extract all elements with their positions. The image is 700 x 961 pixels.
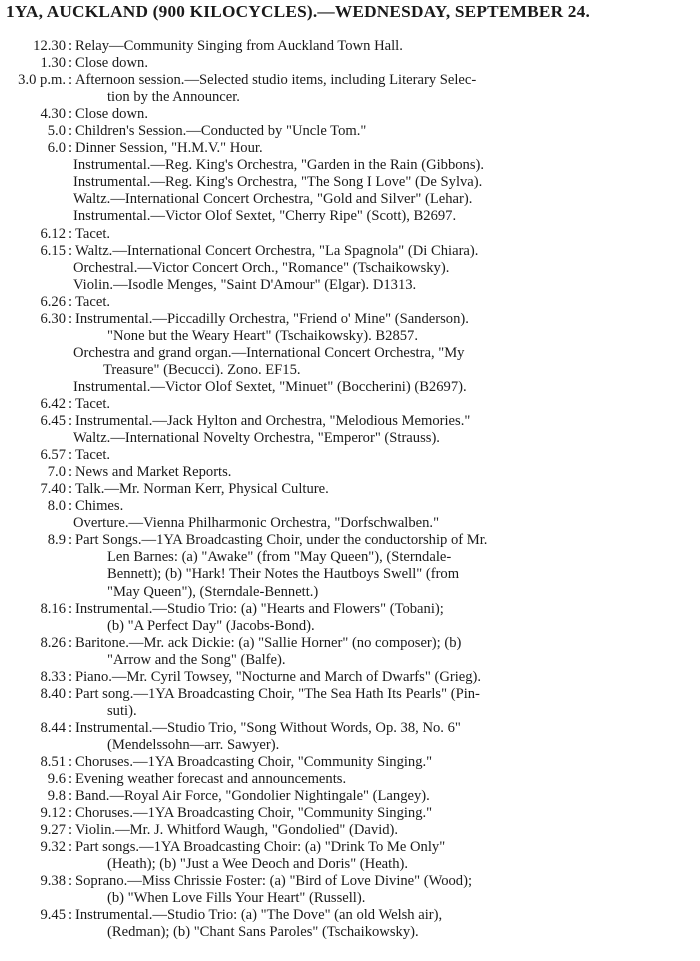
- entry-description: [75, 635, 692, 669]
- entry-description: [75, 396, 692, 413]
- programme-entry: [6, 294, 692, 311]
- entry-time: 8.26: [40, 634, 66, 651]
- time-separator: :: [68, 72, 73, 89]
- time-separator: :: [68, 498, 73, 515]
- time-separator: :: [68, 38, 73, 54]
- entry-description: [75, 669, 692, 686]
- entry-time: 12.30: [33, 38, 66, 54]
- programme-entry: [6, 38, 692, 55]
- time-separator: :: [68, 600, 73, 617]
- programme-entry: [6, 106, 692, 123]
- time-separator: :: [68, 822, 73, 839]
- time-separator: :: [68, 805, 73, 822]
- programme-entry: [6, 311, 692, 396]
- entry-description: [75, 38, 692, 55]
- entry-time: 6.12: [40, 225, 66, 242]
- entry-line: Part songs.—1YA Broadcasting Choir: (a) "Drink To Me Only": [75, 839, 446, 856]
- time-separator: :: [68, 907, 73, 924]
- entry-time: 3.0 p.m.: [18, 72, 66, 89]
- programme-entry: [6, 788, 692, 805]
- entry-description: [75, 720, 692, 754]
- entry-description: [75, 464, 692, 481]
- programme-entry: [6, 243, 692, 294]
- entry-description: [75, 601, 692, 635]
- entry-time: 6.30: [40, 310, 66, 327]
- entry-time: 8.40: [40, 685, 66, 702]
- entry-description: [75, 72, 692, 106]
- entry-line: Instrumental.—Jack Hylton and Orchestra, "Melodious Memories.": [75, 413, 471, 430]
- time-separator: :: [68, 634, 73, 651]
- sub-item-line: Orchestra and grand organ.—International Concert Orchestra, "My: [73, 344, 465, 361]
- sub-item-line: Waltz.—International Novelty Orchestra, "Emperor" (Strauss).: [73, 430, 440, 447]
- programme-entry: [6, 413, 692, 447]
- time-separator: :: [68, 668, 73, 685]
- entry-line: Part Songs.—1YA Broadcasting Choir, under the conductorship of Mr.: [75, 532, 488, 549]
- programme-entry: [6, 447, 692, 464]
- entry-description: [75, 140, 692, 225]
- entry-line: (Mendelssohn—arr. Sawyer).: [107, 736, 280, 753]
- entry-line: Instrumental.—Piccadilly Orchestra, "Friend o' Mine" (Sanderson).: [75, 310, 469, 327]
- entry-description: [75, 754, 692, 771]
- entry-line: (Heath); (b) "Just a Wee Deoch and Doris" (Heath).: [107, 856, 409, 873]
- programme-entry: [6, 140, 692, 225]
- time-separator: :: [68, 123, 73, 140]
- entry-time: 7.40: [40, 481, 66, 498]
- time-separator: :: [68, 413, 73, 430]
- entry-line: Part song.—1YA Broadcasting Choir, "The Sea Hath Its Pearls" (Pin-: [75, 685, 480, 702]
- entry-line: (b) "When Love Fills Your Heart" (Russell).: [107, 890, 366, 907]
- entry-time: 1.30: [40, 55, 66, 72]
- entry-line: Violin.—Mr. J. Whitford Waugh, "Gondolied" (David).: [75, 822, 399, 839]
- time-separator: :: [68, 242, 73, 259]
- entry-description: [75, 106, 692, 123]
- programme-entry: [6, 464, 692, 481]
- programme-entry: [6, 72, 692, 106]
- entry-description: [75, 788, 692, 805]
- time-separator: :: [68, 753, 73, 770]
- programme-entry: [6, 55, 692, 72]
- entry-line: "May Queen"), (Sterndale-Bennett.): [107, 583, 319, 600]
- entry-line: Soprano.—Miss Chrissie Foster: (a) "Bird of Love Divine" (Wood);: [75, 873, 473, 890]
- entry-line: (b) "A Perfect Day" (Jacobs-Bond).: [107, 617, 315, 634]
- entry-line: Instrumental.—Studio Trio, "Song Without Words, Op. 38, No. 6": [75, 719, 461, 736]
- entry-time: 6.15: [40, 242, 66, 259]
- programme-entry: [6, 226, 692, 243]
- programme-entry: [6, 532, 692, 600]
- entry-description: [75, 822, 692, 839]
- entry-description: [75, 123, 692, 140]
- sub-item-line: Instrumental.—Victor Olof Sextet, "Minuet" (Boccherini) (B2697).: [73, 378, 467, 395]
- entry-time: 9.38: [40, 873, 66, 890]
- sub-item-line: Overture.—Vienna Philharmonic Orchestra, "Dorfschwalben.": [73, 515, 440, 532]
- time-separator: :: [68, 771, 73, 788]
- entry-line: Close down.: [75, 55, 148, 72]
- entry-time: 9.27: [40, 822, 66, 839]
- time-separator: :: [68, 873, 73, 890]
- entry-line: Chimes.: [75, 498, 124, 515]
- entry-time: 6.57: [40, 447, 66, 464]
- time-separator: :: [68, 481, 73, 498]
- entry-line: Bennett); (b) "Hark! Their Notes the Hautboys Swell" (from: [107, 566, 460, 583]
- entry-line: Tacet.: [75, 225, 111, 242]
- time-separator: :: [68, 140, 73, 157]
- entry-line: Dinner Session, "H.M.V." Hour.: [75, 140, 263, 157]
- time-separator: :: [68, 788, 73, 805]
- entry-line: "Arrow and the Song" (Balfe).: [107, 651, 286, 668]
- programme-entry: [6, 754, 692, 771]
- programme-entry: [6, 396, 692, 413]
- entry-line: Afternoon session.—Selected studio items, including Literary Selec-: [75, 72, 477, 89]
- programme-entry: [6, 822, 692, 839]
- time-separator: :: [68, 464, 73, 481]
- programme-entry: [6, 498, 692, 532]
- entry-time: 9.45: [40, 907, 66, 924]
- entry-time: 9.6: [47, 771, 66, 788]
- entry-description: [75, 907, 692, 941]
- entry-line: Choruses.—1YA Broadcasting Choir, "Community Singing.": [75, 753, 433, 770]
- entry-description: [75, 873, 692, 907]
- entry-line: Evening weather forecast and announcements.: [75, 771, 347, 788]
- time-separator: :: [68, 225, 73, 242]
- entry-description: [75, 498, 692, 532]
- entry-line: Relay—Community Singing from Auckland Town Hall.: [75, 38, 403, 54]
- entry-time: 6.45: [40, 413, 66, 430]
- time-separator: :: [68, 839, 73, 856]
- entry-time: 6.26: [40, 293, 66, 310]
- entry-line: Instrumental.—Studio Trio: (a) "The Dove" (an old Welsh air),: [75, 907, 443, 924]
- entry-time: 8.0: [47, 498, 66, 515]
- sub-item-line: Violin.—Isodle Menges, "Saint D'Amour" (Elgar). D1313.: [73, 276, 417, 293]
- entry-line: (Redman); (b) "Chant Sans Paroles" (Tschaikowsky).: [107, 924, 419, 941]
- time-separator: :: [68, 685, 73, 702]
- entry-time: 7.0: [47, 464, 66, 481]
- time-separator: :: [68, 55, 73, 72]
- entry-time: 8.9: [47, 532, 66, 549]
- entry-line: Children's Session.—Conducted by "Uncle Tom.": [75, 123, 367, 140]
- entry-description: [75, 481, 692, 498]
- sub-item-line: Instrumental.—Reg. King's Orchestra, "Garden in the Rain (Gibbons).: [73, 157, 485, 174]
- programme-entry: [6, 123, 692, 140]
- entry-line: Talk.—Mr. Norman Kerr, Physical Culture.: [75, 481, 329, 498]
- entry-line: tion by the Announcer.: [107, 89, 240, 106]
- entry-description: [75, 294, 692, 311]
- entry-line: Band.—Royal Air Force, "Gondolier Nightingale" (Langey).: [75, 788, 430, 805]
- entry-line: Choruses.—1YA Broadcasting Choir, "Community Singing.": [75, 805, 433, 822]
- entry-time: 6.42: [40, 395, 66, 412]
- entry-line: "None but the Weary Heart" (Tschaikowsky). B2857.: [107, 327, 418, 344]
- entry-line: Close down.: [75, 106, 148, 123]
- time-separator: :: [68, 395, 73, 412]
- time-separator: :: [68, 532, 73, 549]
- entry-time: 8.44: [40, 719, 66, 736]
- programme-entry: [6, 873, 692, 907]
- entry-description: [75, 532, 692, 600]
- entry-description: [75, 686, 692, 720]
- programme-entry: [6, 635, 692, 669]
- time-separator: :: [68, 447, 73, 464]
- entry-line: Instrumental.—Studio Trio: (a) "Hearts and Flowers" (Tobani);: [75, 600, 444, 617]
- entry-time: 5.0: [47, 123, 66, 140]
- programme-entry: [6, 805, 692, 822]
- entry-time: 9.12: [40, 805, 66, 822]
- station-header: 1YA, AUCKLAND (900 KILOCYCLES).—WEDNESDAY, SEPTEMBER 24.: [6, 2, 590, 21]
- programme-entry: [6, 669, 692, 686]
- programme-list: [6, 38, 692, 941]
- entry-description: [75, 771, 692, 788]
- programme-entry: [6, 839, 692, 873]
- entry-line: Len Barnes: (a) "Awake" (from "May Queen"), (Sterndale-: [107, 549, 452, 566]
- entry-time: 8.51: [40, 753, 66, 770]
- entry-line: Tacet.: [75, 447, 111, 464]
- entry-description: [75, 805, 692, 822]
- sub-item-line: Treasure" (Becucci). Zono. EF15.: [103, 361, 301, 378]
- entry-description: [75, 55, 692, 72]
- entry-description: [75, 413, 692, 447]
- entry-description: [75, 839, 692, 873]
- entry-description: [75, 311, 692, 396]
- entry-time: 8.33: [40, 668, 66, 685]
- programme-entry: [6, 720, 692, 754]
- sub-item-line: Waltz.—International Concert Orchestra, "Gold and Silver" (Lehar).: [73, 191, 473, 208]
- programme-entry: [6, 481, 692, 498]
- entry-time: 8.16: [40, 600, 66, 617]
- programme-entry: [6, 771, 692, 788]
- entry-line: Baritone.—Mr. ack Dickie: (a) "Sallie Horner" (no composer); (b): [75, 634, 462, 651]
- entry-time: 4.30: [40, 106, 66, 123]
- entry-description: [75, 447, 692, 464]
- time-separator: :: [68, 293, 73, 310]
- programme-entry: [6, 686, 692, 720]
- time-separator: :: [68, 719, 73, 736]
- sub-item-line: Orchestral.—Victor Concert Orch., "Romance" (Tschaikowsky).: [73, 259, 450, 276]
- entry-line: suti).: [107, 702, 137, 719]
- entry-line: Piano.—Mr. Cyril Towsey, "Nocturne and March of Dwarfs" (Grieg).: [75, 668, 482, 685]
- entry-description: [75, 243, 692, 294]
- entry-description: [75, 226, 692, 243]
- entry-time: 6.0: [47, 140, 66, 157]
- sub-item-line: Instrumental.—Reg. King's Orchestra, "The Song I Love" (De Sylva).: [73, 174, 483, 191]
- time-separator: :: [68, 310, 73, 327]
- entry-time: 9.32: [40, 839, 66, 856]
- programme-entry: [6, 907, 692, 941]
- entry-line: Waltz.—International Concert Orchestra, "La Spagnola" (Di Chiara).: [75, 242, 479, 259]
- entry-line: Tacet.: [75, 395, 111, 412]
- time-separator: :: [68, 106, 73, 123]
- entry-time: 9.8: [47, 788, 66, 805]
- entry-line: News and Market Reports.: [75, 464, 232, 481]
- programme-entry: [6, 601, 692, 635]
- sub-item-line: Instrumental.—Victor Olof Sextet, "Cherry Ripe" (Scott), B2697.: [73, 208, 457, 225]
- entry-line: Tacet.: [75, 293, 111, 310]
